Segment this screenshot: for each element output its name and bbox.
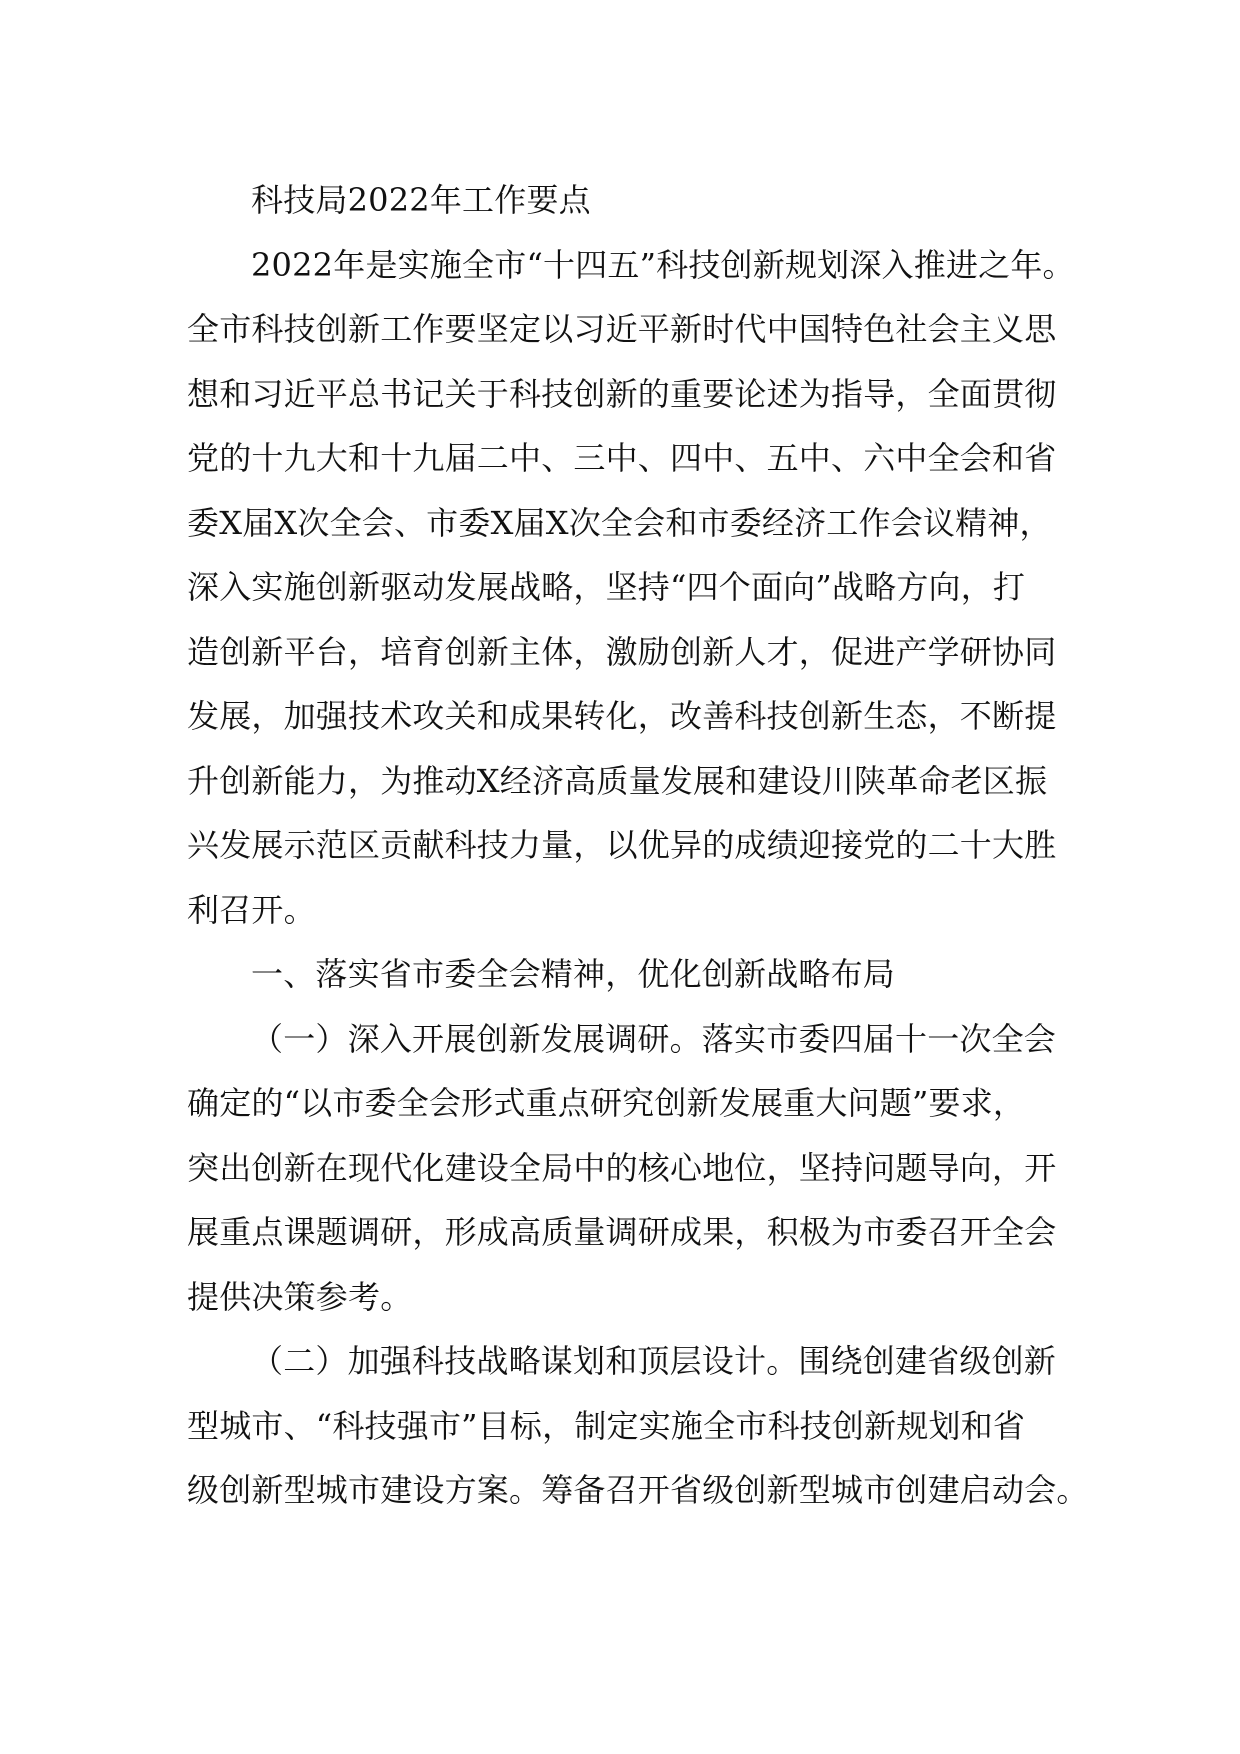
paragraph-line: 型城市、“科技强市”目标，制定实施全市科技创新规划和省 xyxy=(187,1406,1026,1445)
paragraph-line: 深入实施创新驱动发展战略，坚持“四个面向”战略方向，打 xyxy=(187,568,1026,606)
paragraph-line: 突出创新在现代化建设全局中的核心地位，坚持问题导向，开 xyxy=(187,1148,1057,1187)
paragraph-line: 确定的“以市委全会形式重点研究创新发展重大问题”要求， xyxy=(187,1084,1026,1122)
paragraph-line: 提供决策参考。 xyxy=(187,1277,413,1316)
paragraph-line: 全市科技创新工作要坚定以习近平新时代中国特色社会主义思 xyxy=(187,310,1057,348)
item-2-paragraph xyxy=(187,1329,1087,1523)
paragraph-line: 级创新型城市建设方案。筹备召开省级创新型城市创建启动会。 xyxy=(187,1471,1089,1509)
paragraph-line: （一）深入开展创新发展调研。落实市委四届十一次全会 xyxy=(251,1019,1057,1058)
paragraph-line: 想和习近平总书记关于科技创新的重要论述为指导，全面贯彻 xyxy=(187,374,1057,413)
item-1-paragraph xyxy=(187,1007,1087,1330)
paragraph-line: 升创新能力，为推动X经济高质量发展和建设川陕革命老区振 xyxy=(187,761,1048,800)
section-heading: 一、落实省市委全会精神，优化创新战略布局 xyxy=(251,955,896,993)
paragraph-line: （二）加强科技战略谋划和顶层设计。围绕创建省级创新 xyxy=(251,1342,1057,1380)
paragraph-line: 展重点课题调研，形成高质量调研成果，积极为市委召开全会 xyxy=(187,1213,1057,1251)
paragraph-line: 造创新平台，培育创新主体，激励创新人才，促进产学研协同 xyxy=(187,632,1057,671)
intro-paragraph xyxy=(187,233,1087,943)
paragraph-line: 2022年是实施全市“十四五”科技创新规划深入推进之年。 xyxy=(251,245,1075,284)
paragraph-line: 兴发展示范区贡献科技力量，以优异的成绩迎接党的二十大胜 xyxy=(187,826,1057,864)
document-body xyxy=(187,168,1087,1523)
paragraph-line: 委X届X次全会、市委X届X次全会和市委经济工作会议精神， xyxy=(187,503,1052,542)
document-title: 科技局2022年工作要点 xyxy=(251,181,591,219)
paragraph-line: 党的十九大和十九届二中、三中、四中、五中、六中全会和省 xyxy=(187,439,1057,477)
paragraph-line: 利召开。 xyxy=(187,890,316,929)
paragraph-line: 发展，加强技术攻关和成果转化，改善科技创新生态，不断提 xyxy=(187,697,1057,735)
